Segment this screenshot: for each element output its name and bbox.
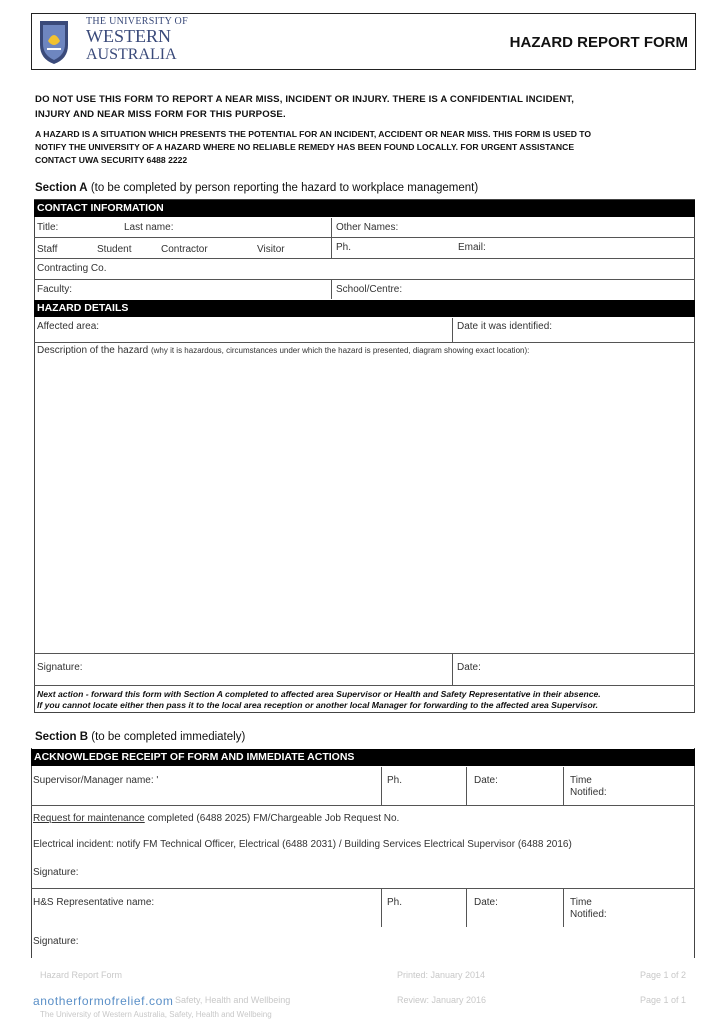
- intro-line-1: A HAZARD IS A SITUATION WHICH PRESENTS THE POTENTIAL FOR AN INCIDENT, ACCIDENT OR NEAR MISS. THIS FORM IS USED TO: [35, 129, 592, 139]
- hs-rep-phone-field[interactable]: Ph.: [387, 897, 403, 908]
- row-divider: [34, 342, 695, 343]
- description-label: Description of the hazard: [37, 345, 149, 356]
- time-label: Time: [570, 775, 592, 786]
- footer-printed: Printed: January 2014: [397, 970, 486, 980]
- col-divider: [563, 889, 564, 927]
- other-names-field[interactable]: Other Names:: [336, 222, 399, 233]
- email-field[interactable]: Email:: [458, 242, 486, 253]
- notified-label: Notified:: [570, 909, 607, 920]
- row-divider: [31, 805, 695, 806]
- contracting-co-field[interactable]: Contracting Co.: [37, 263, 107, 274]
- hazard-details-header: HAZARD DETAILS: [34, 300, 695, 317]
- logo-line-1: THE UNIVERSITY OF: [86, 16, 188, 27]
- intro-line-2: NOTIFY THE UNIVERSITY OF A HAZARD WHERE NO RELIABLE REMEDY HAS BEEN FOUND LOCALLY. FOR URGENT ASSISTANCE: [35, 142, 575, 152]
- hs-rep-name-field[interactable]: H&S Representative name:: [33, 897, 155, 908]
- col-divider: [331, 280, 332, 299]
- row-divider: [34, 685, 695, 686]
- row-divider: [34, 237, 695, 238]
- section-a-heading: [35, 182, 478, 194]
- staff-option[interactable]: Staff: [37, 244, 58, 255]
- footer-dept: Safety, Health and Wellbeing: [175, 995, 291, 1005]
- section-a-desc: (to be completed by person reporting the hazard to workplace management): [90, 182, 479, 194]
- student-option[interactable]: Student: [97, 244, 132, 255]
- maintenance-rest: completed (6488 2025) FM/Chargeable Job Request No.: [147, 813, 400, 824]
- logo-line-3: AUSTRALIA: [86, 46, 177, 63]
- col-divider: [563, 767, 564, 805]
- university-logo: [38, 17, 188, 67]
- affected-area-field[interactable]: Affected area:: [37, 321, 100, 332]
- row-divider: [34, 279, 695, 280]
- watermark: anotherformofrelief.com: [33, 994, 174, 1008]
- signature-field[interactable]: Signature:: [37, 662, 83, 673]
- maintenance-line: [33, 813, 399, 824]
- time-label: Time: [570, 897, 592, 908]
- time-notified-field[interactable]: [570, 775, 607, 799]
- supervisor-phone-field[interactable]: Ph.: [387, 775, 403, 786]
- section-a-label: Section A: [35, 182, 88, 194]
- col-divider: [331, 238, 332, 258]
- section-b-label: Section B: [35, 731, 89, 743]
- row-divider: [34, 258, 695, 259]
- hs-rep-signature-field[interactable]: Signature:: [33, 936, 79, 947]
- hs-time-notified-field[interactable]: [570, 897, 607, 921]
- faculty-field[interactable]: Faculty:: [37, 284, 73, 295]
- logo-line-2: WESTERN: [86, 26, 171, 46]
- description-field[interactable]: [37, 345, 529, 356]
- form-title: HAZARD REPORT FORM: [509, 34, 688, 51]
- intro-line-3: CONTACT UWA SECURITY 6488 2222: [35, 155, 188, 165]
- warning-line-2: INJURY AND NEAR MISS FORM FOR THIS PURPOSE.: [35, 109, 286, 120]
- next-action-line-2: If you cannot locate either then pass it to the local area reception or another local Manager for forwarding to the affected area Supervisor.: [37, 700, 598, 710]
- notified-label: Notified:: [570, 787, 607, 798]
- date-identified-field[interactable]: Date it was identified:: [457, 321, 553, 332]
- contractor-option[interactable]: Contractor: [161, 244, 208, 255]
- col-divider: [381, 767, 382, 805]
- contact-info-header: CONTACT INFORMATION: [34, 200, 695, 217]
- footer-page-2: Page 1 of 1: [640, 995, 687, 1005]
- hs-rep-date-field[interactable]: Date:: [474, 897, 498, 908]
- crest-icon: [38, 19, 70, 65]
- col-divider: [452, 654, 453, 685]
- section-b-desc: (to be completed immediately): [91, 731, 246, 743]
- footer-form-name: Hazard Report Form: [40, 970, 123, 980]
- section-b-heading: [35, 731, 245, 743]
- visitor-option[interactable]: Visitor: [257, 244, 285, 255]
- warning-line-1: DO NOT USE THIS FORM TO REPORT A NEAR MISS, INCIDENT OR INJURY. THERE IS A CONFIDENTIAL INCIDENT,: [35, 94, 575, 105]
- footer-fine-print: The University of Western Australia, Safety, Health and Wellbeing: [40, 1010, 272, 1019]
- phone-field[interactable]: Ph.: [336, 242, 352, 253]
- row-divider: [31, 888, 695, 889]
- acknowledge-header: ACKNOWLEDGE RECEIPT OF FORM AND IMMEDIATE ACTIONS: [31, 749, 695, 766]
- footer-review: Review: January 2016: [397, 995, 487, 1005]
- footer-page: Page 1 of 2: [640, 970, 687, 980]
- next-action-line-1: Next action - forward this form with Section A completed to affected area Supervisor or Health and Safety Representative in their absence.: [37, 689, 601, 699]
- electrical-incident-line: Electrical incident: notify FM Technical Officer, Electrical (6488 2031) / Building Services Electrical Supervisor (6488 2016): [33, 839, 572, 850]
- date-field[interactable]: Date:: [457, 662, 481, 673]
- school-centre-field[interactable]: School/Centre:: [336, 284, 403, 295]
- supervisor-name-field[interactable]: Supervisor/Manager name: ': [33, 775, 159, 786]
- supervisor-signature-field[interactable]: Signature:: [33, 867, 79, 878]
- title-field[interactable]: Title:: [37, 222, 59, 233]
- col-divider: [466, 889, 467, 927]
- last-name-field[interactable]: Last name:: [124, 222, 174, 233]
- col-divider: [452, 318, 453, 342]
- supervisor-date-field[interactable]: Date:: [474, 775, 498, 786]
- col-divider: [381, 889, 382, 927]
- col-divider: [331, 218, 332, 237]
- row-divider: [34, 653, 695, 654]
- maintenance-link[interactable]: Request for maintenance: [33, 813, 145, 824]
- col-divider: [466, 767, 467, 805]
- section-a-table: [34, 199, 695, 713]
- description-hint: (why it is hazardous, circumstances under which the hazard is presented, diagram showing exact location):: [150, 346, 530, 355]
